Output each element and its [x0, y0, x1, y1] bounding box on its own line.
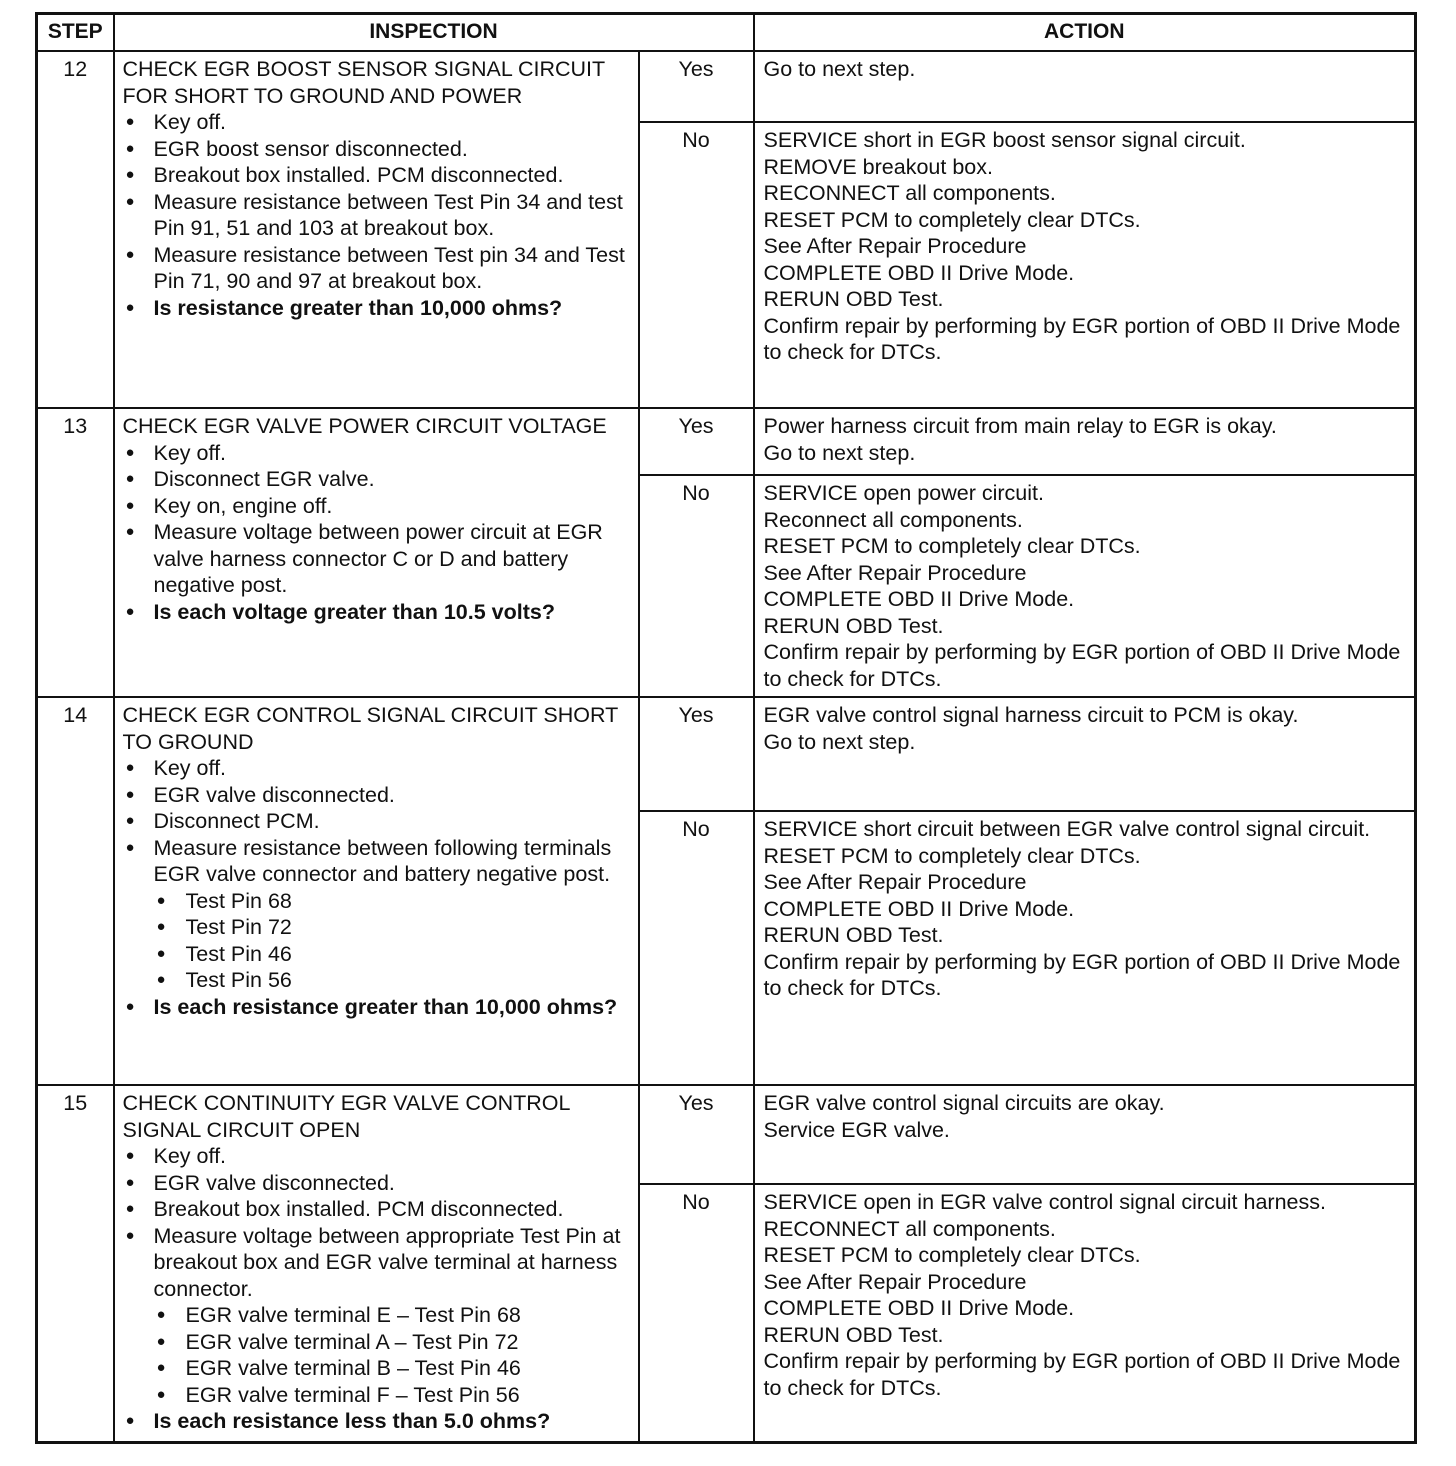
bullet-item: ● Breakout box installed. PCM disconnected. — [123, 1196, 630, 1223]
action-line: COMPLETE OBD II Drive Mode. — [763, 260, 1075, 285]
diagnostic-table — [35, 12, 1417, 1444]
bullet-item: ● Key on, engine off. — [123, 493, 630, 520]
header-action: ACTION — [754, 14, 1416, 52]
inspection-bullets — [123, 440, 630, 626]
sub-bullet-item: ● Test Pin 68 — [154, 888, 630, 915]
action-line: COMPLETE OBD II Drive Mode. — [763, 896, 1075, 921]
bullet-item: ● Breakout box installed. PCM disconnected. — [123, 162, 630, 189]
bullet-item: ● Key off. — [123, 755, 630, 782]
step-row — [37, 697, 1416, 811]
sub-bullet-item: ● EGR valve terminal E – Test Pin 68 — [154, 1302, 630, 1329]
action-line: RECONNECT all components. — [763, 1216, 1056, 1241]
bullet-item: ● Key off. — [123, 109, 630, 136]
inspection-question: ● Is each resistance less than 5.0 ohms? — [123, 1408, 630, 1435]
action-line: SERVICE short circuit between EGR valve control signal circuit. — [763, 817, 1371, 841]
yes-label: Yes — [639, 51, 754, 122]
bullet-item: ● EGR valve disconnected. — [123, 782, 630, 809]
action-line: RECONNECT all components. — [763, 181, 1056, 205]
no-label: No — [639, 122, 754, 408]
sub-bullet-group — [123, 888, 630, 994]
action-line: RERUN OBD Test. — [763, 287, 944, 311]
header-row — [37, 14, 1416, 52]
inspection-question: ● Is resistance greater than 10,000 ohms? — [123, 295, 630, 322]
action-line: COMPLETE OBD II Drive Mode. — [763, 587, 1075, 611]
inspection-title: CHECK EGR BOOST SENSOR SIGNAL CIRCUIT FOR SHORT TO GROUND AND POWER — [122, 57, 605, 108]
action-line: Go to next step. — [763, 440, 916, 465]
sub-bullet-item: ● Test Pin 46 — [154, 941, 630, 968]
action-line: EGR valve control signal circuits are okay. — [763, 1091, 1165, 1115]
inspection-bullets — [123, 1143, 630, 1435]
inspection-title: CHECK EGR VALVE POWER CIRCUIT VOLTAGE — [122, 414, 607, 438]
no-action — [754, 811, 1416, 1085]
action-line: RERUN OBD Test. — [763, 923, 944, 947]
sub-bullet-item: ● EGR valve terminal B – Test Pin 46 — [154, 1355, 630, 1382]
no-action — [754, 475, 1416, 697]
inspection-title: CHECK CONTINUITY EGR VALVE CONTROL SIGNAL CIRCUIT OPEN — [122, 1091, 570, 1142]
bullet-item: ● Measure resistance between Test Pin 34 and test Pin 91, 51 and 103 at breakout box. — [123, 189, 630, 242]
bullet-item: ● Key off. — [123, 440, 630, 467]
action-line: SERVICE open power circuit. — [763, 481, 1044, 505]
step-row — [37, 51, 1416, 122]
inspection-title: CHECK EGR CONTROL SIGNAL CIRCUIT SHORT TO GROUND — [122, 703, 618, 754]
steps-body — [37, 51, 1416, 1442]
action-line: Service EGR valve. — [763, 1117, 950, 1142]
action-line: COMPLETE OBD II Drive Mode. — [763, 1296, 1075, 1320]
bullet-item: ● Measure voltage between appropriate Test Pin at breakout box and EGR valve terminal at harness connector. — [123, 1223, 630, 1303]
sub-bullets — [123, 1302, 630, 1408]
action-line: See After Repair Procedure — [763, 234, 1027, 258]
yes-label: Yes — [639, 697, 754, 811]
action-line: Go to next step. — [763, 729, 916, 754]
bullet-item: ● Measure resistance between following terminals EGR valve connector and battery negative post. — [123, 835, 630, 888]
action-line: RESET PCM to completely clear DTCs. — [763, 534, 1141, 558]
sub-bullet-group — [123, 1302, 630, 1408]
action-line: RESET PCM to completely clear DTCs. — [763, 1243, 1141, 1267]
action-line: SERVICE short in EGR boost sensor signal circuit. — [763, 128, 1246, 152]
sub-bullet-item: ● EGR valve terminal A – Test Pin 72 — [154, 1329, 630, 1356]
no-action — [754, 122, 1416, 408]
bullet-item: ● Measure resistance between Test pin 34 and Test Pin 71, 90 and 97 at breakout box. — [123, 242, 630, 295]
action-line: RESET PCM to completely clear DTCs. — [763, 207, 1141, 232]
bullet-item: ● EGR valve disconnected. — [123, 1170, 630, 1197]
action-line: RESET PCM to completely clear DTCs. — [763, 843, 1141, 868]
inspection-cell — [114, 1085, 639, 1442]
action-line: Confirm repair by performing by EGR portion of OBD II Drive Mode to check for DTCs. — [763, 640, 1401, 691]
action-line: See After Repair Procedure — [763, 1269, 1027, 1294]
no-label: No — [639, 1184, 754, 1442]
yes-action — [754, 1085, 1416, 1184]
sub-bullet-item: ● Test Pin 56 — [154, 967, 630, 994]
sub-bullets — [123, 888, 630, 994]
yes-label: Yes — [639, 1085, 754, 1184]
action-line: Confirm repair by performing by EGR portion of OBD II Drive Mode to check for DTCs. — [763, 949, 1401, 1000]
action-line: EGR valve control signal harness circuit to PCM is okay. — [763, 703, 1299, 727]
inspection-bullets — [123, 109, 630, 321]
yes-action — [754, 51, 1416, 122]
bullet-item: ● Disconnect EGR valve. — [123, 466, 630, 493]
inspection-question: ● Is each resistance greater than 10,000 ohms? — [123, 994, 630, 1021]
header-inspection: INSPECTION — [114, 14, 754, 52]
step-number: 12 — [37, 51, 114, 408]
action-line: Confirm repair by performing by EGR portion of OBD II Drive Mode to check for DTCs. — [763, 313, 1401, 364]
no-label: No — [639, 475, 754, 697]
inspection-cell — [114, 697, 639, 1085]
action-line: RERUN OBD Test. — [763, 1322, 944, 1347]
yes-action — [754, 408, 1416, 475]
inspection-cell — [114, 408, 639, 697]
yes-action — [754, 697, 1416, 811]
step-row — [37, 1085, 1416, 1184]
bullet-item: ● EGR boost sensor disconnected. — [123, 136, 630, 163]
action-line: REMOVE breakout box. — [763, 154, 993, 179]
action-line: See After Repair Procedure — [763, 560, 1027, 585]
bullet-item: ● Measure voltage between power circuit at EGR valve harness connector C or D and battery negative post. — [123, 519, 630, 599]
action-line: Go to next step. — [763, 57, 916, 81]
action-line: See After Repair Procedure — [763, 870, 1027, 894]
action-line: RERUN OBD Test. — [763, 613, 944, 638]
sub-bullet-item: ● Test Pin 72 — [154, 914, 630, 941]
no-label: No — [639, 811, 754, 1085]
step-row — [37, 408, 1416, 475]
action-line: SERVICE open in EGR valve control signal circuit harness. — [763, 1190, 1326, 1214]
bullet-item: ● Key off. — [123, 1143, 630, 1170]
header-step: STEP — [37, 14, 114, 52]
bullet-item: ● Disconnect PCM. — [123, 808, 630, 835]
action-line: Confirm repair by performing by EGR portion of OBD II Drive Mode to check for DTCs. — [763, 1349, 1401, 1400]
yes-label: Yes — [639, 408, 754, 475]
step-number: 14 — [37, 697, 114, 1085]
inspection-bullets — [123, 755, 630, 1020]
step-number: 15 — [37, 1085, 114, 1442]
inspection-cell — [114, 51, 639, 408]
action-line: Reconnect all components. — [763, 507, 1023, 532]
inspection-question: ● Is each voltage greater than 10.5 volts? — [123, 599, 630, 626]
action-line: Power harness circuit from main relay to EGR is okay. — [763, 414, 1277, 438]
sub-bullet-item: ● EGR valve terminal F – Test Pin 56 — [154, 1382, 630, 1409]
no-action — [754, 1184, 1416, 1442]
step-number: 13 — [37, 408, 114, 697]
